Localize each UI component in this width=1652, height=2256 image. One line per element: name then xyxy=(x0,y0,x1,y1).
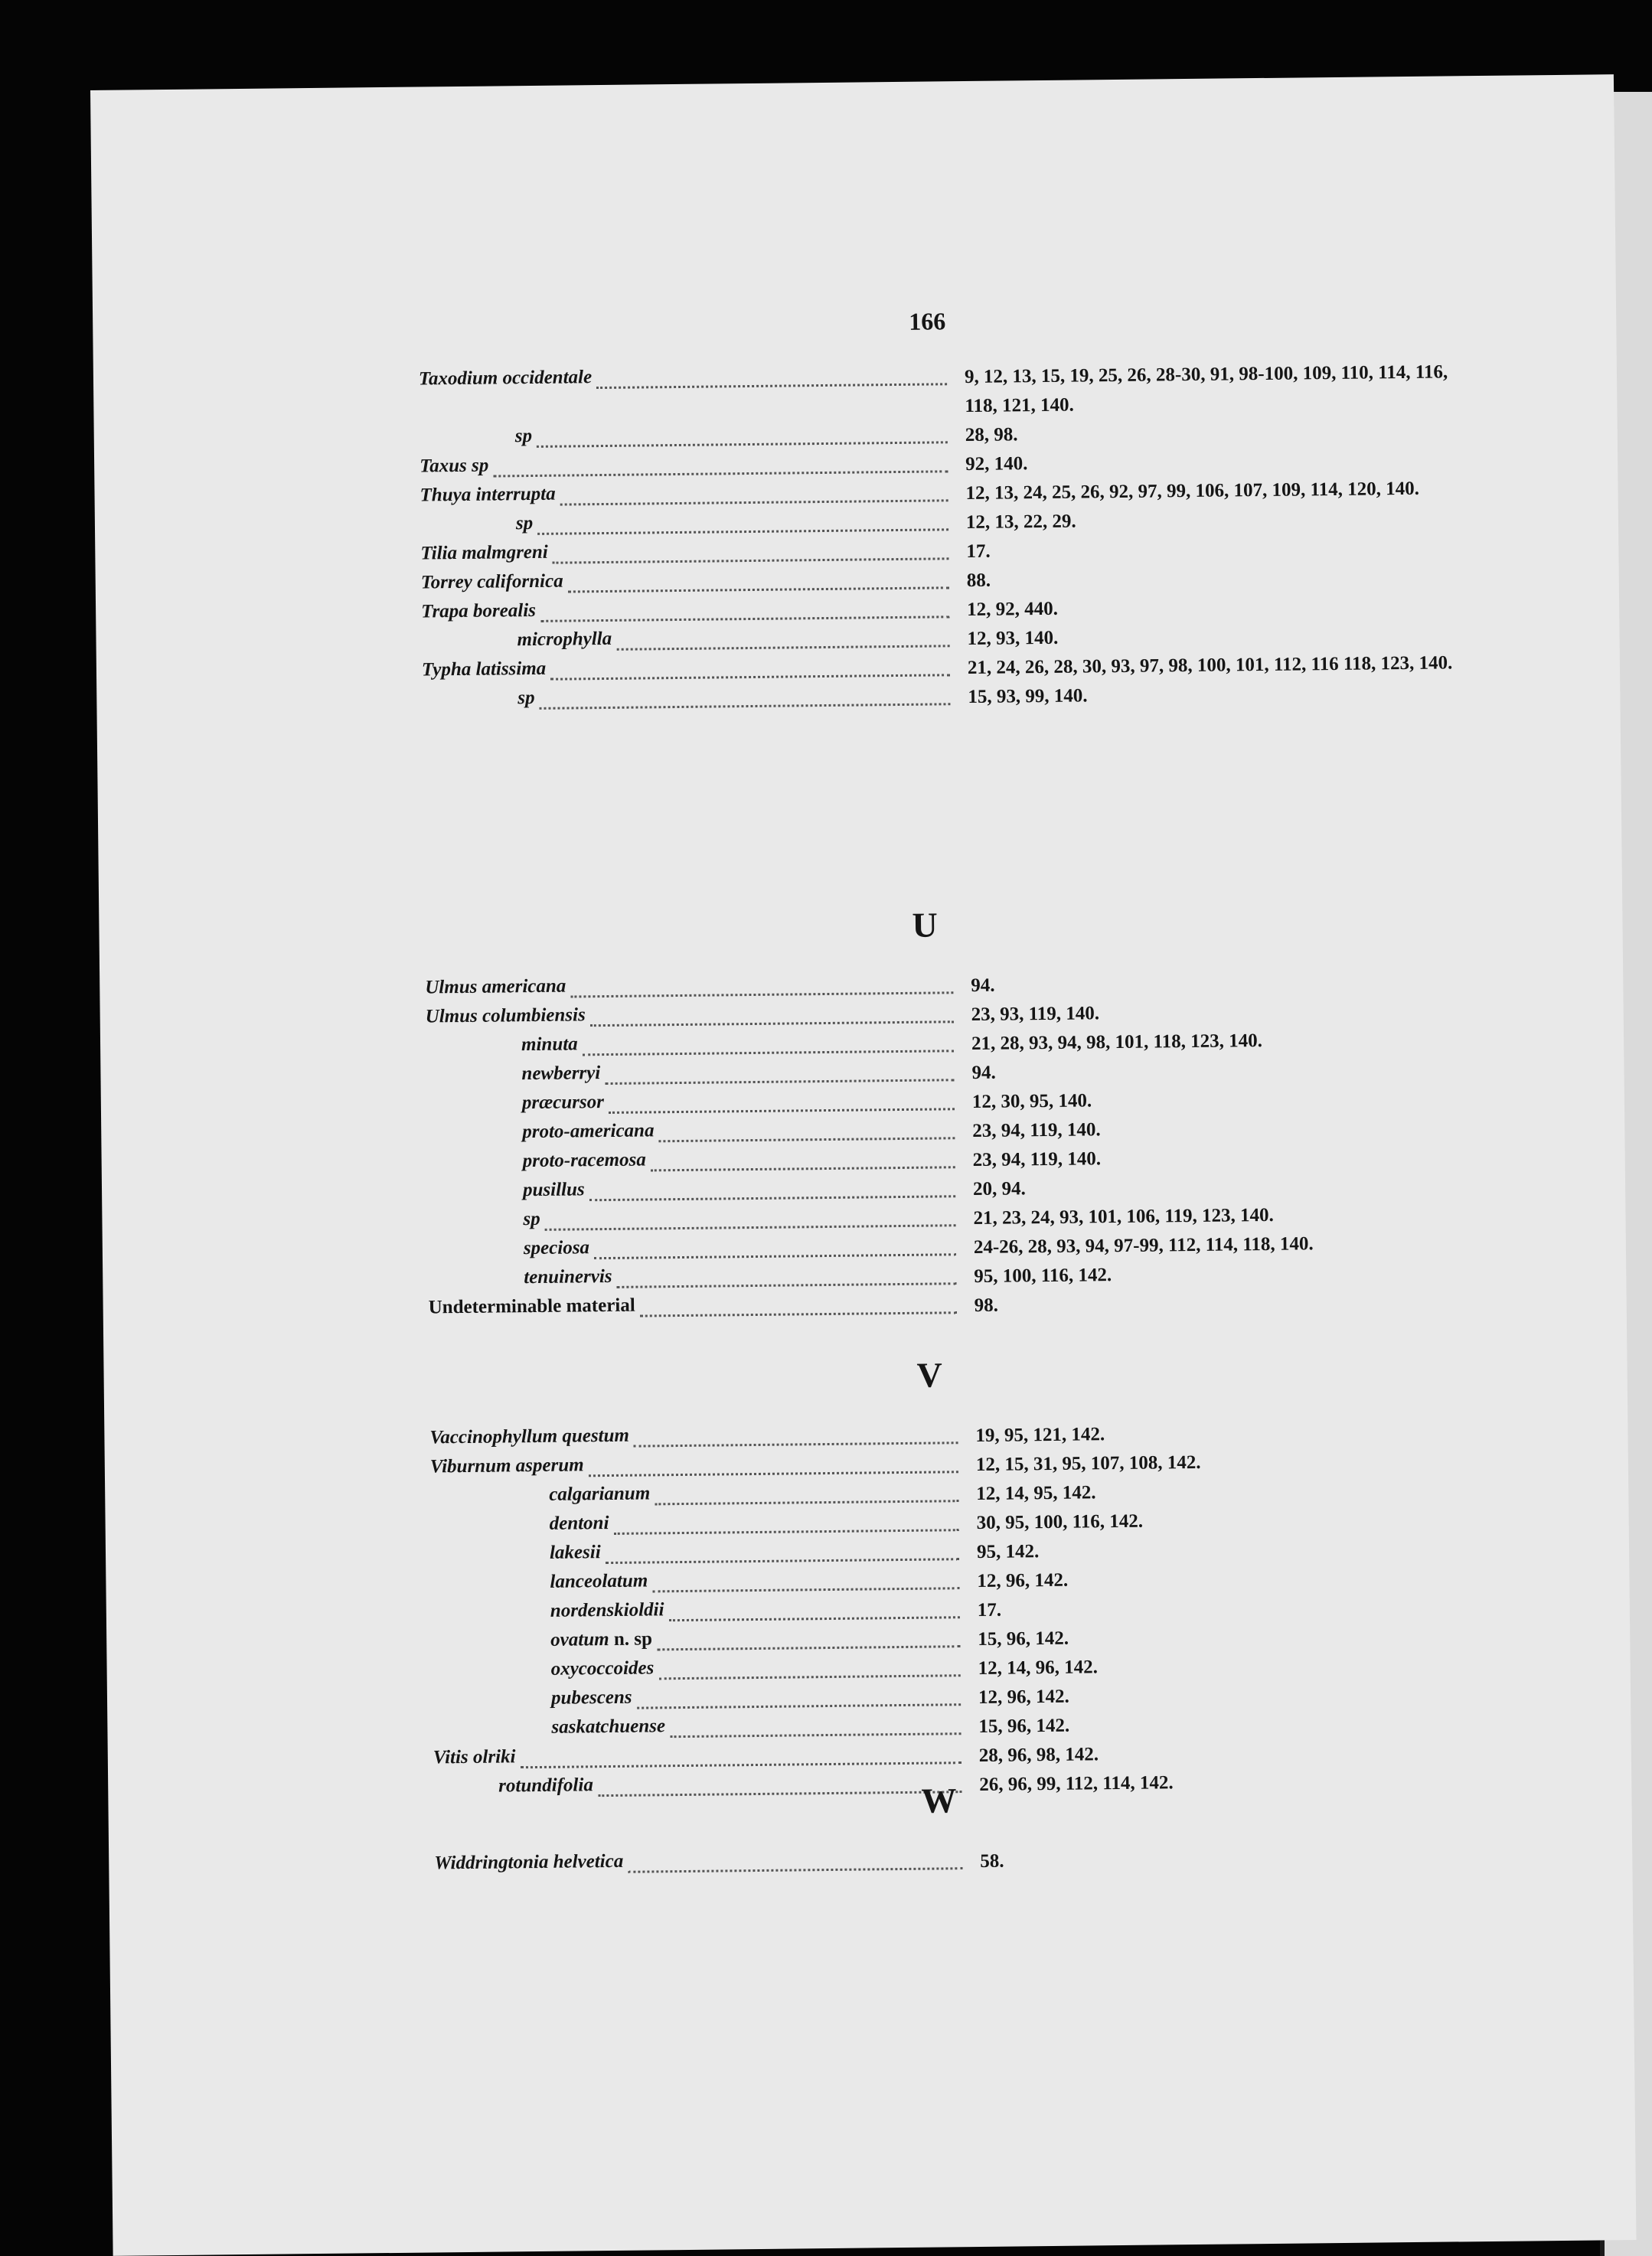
entry-name xyxy=(523,1149,646,1172)
dot-leader xyxy=(560,496,948,505)
entry-name xyxy=(425,976,566,999)
dot-leader xyxy=(540,612,949,622)
entry-name xyxy=(429,1295,635,1319)
entry-name xyxy=(420,455,488,478)
dot-leader xyxy=(589,1192,955,1201)
entry-page-refs: 9, 12, 13, 15, 19, 25, 26, 28-30, 91, 98-100, 109, 110, 114, 116, 118, 121, 140. xyxy=(964,361,1448,417)
entry-page-refs: 19, 95, 121, 142. xyxy=(975,1424,1105,1446)
dot-leader xyxy=(657,1642,960,1650)
dot-leader xyxy=(606,1076,955,1085)
dot-leader xyxy=(651,1163,955,1171)
entry-name xyxy=(517,687,535,709)
entry-name-text: Taxodium occidentale xyxy=(418,367,593,390)
entry-name xyxy=(550,1657,654,1680)
entry-page-refs: 30, 95, 100, 116, 142. xyxy=(976,1510,1144,1533)
entry-name xyxy=(515,426,533,447)
index-entry xyxy=(109,1840,1632,1885)
entry-name xyxy=(521,1063,600,1085)
dot-leader xyxy=(658,1134,955,1142)
entry-name xyxy=(550,1542,601,1564)
dot-leader xyxy=(552,554,948,563)
dot-leader xyxy=(570,988,953,997)
entry-page-refs: 20, 94. xyxy=(972,1178,1026,1200)
dot-leader xyxy=(539,700,950,710)
dot-leader xyxy=(606,1555,959,1564)
entry-name-text: calgarianum xyxy=(549,1483,651,1505)
entry-page-refs: 12, 14, 96, 142. xyxy=(978,1657,1099,1679)
entry-page-refs: 12, 93, 140. xyxy=(967,627,1059,650)
dot-leader xyxy=(537,525,948,535)
entry-name-text: saskatchuense xyxy=(551,1716,666,1738)
entry-page-refs: 23, 94, 119, 140. xyxy=(972,1148,1102,1171)
dot-leader xyxy=(583,1046,954,1056)
entry-page-refs: 17. xyxy=(966,540,991,563)
entry-page-refs: 12, 14, 95, 142. xyxy=(976,1482,1096,1504)
entry-name xyxy=(550,1599,664,1622)
dot-leader xyxy=(589,1468,958,1477)
entry-page-refs: 12, 30, 95, 140. xyxy=(971,1090,1092,1113)
entry-name xyxy=(517,628,612,651)
entry-page-refs: 15, 96, 142. xyxy=(978,1628,1069,1650)
entry-name-text: sp xyxy=(517,687,535,709)
dot-leader xyxy=(653,1584,960,1592)
dot-leader xyxy=(598,1787,961,1797)
entry-name-text: pubescens xyxy=(550,1686,632,1709)
entry-page-refs: 12, 13, 22, 29. xyxy=(965,511,1076,534)
dot-leader xyxy=(637,1700,961,1709)
entry-name-text: pusillus xyxy=(522,1179,585,1201)
entry-name-text: Vaccinophyllum questum xyxy=(429,1425,630,1448)
entry-name-text: Viburnum asperum xyxy=(429,1454,584,1477)
entry-page-refs: 23, 93, 119, 140. xyxy=(971,1003,1100,1026)
entry-name xyxy=(419,367,592,390)
dot-leader xyxy=(634,1438,958,1447)
entry-page-refs: 21, 28, 93, 94, 98, 101, 118, 123, 140. xyxy=(971,1030,1263,1055)
entry-page-refs: 98. xyxy=(974,1295,999,1316)
entry-name-text: Undeterminable material xyxy=(428,1295,635,1318)
entry-name xyxy=(498,1774,593,1797)
entry-name-text: minuta xyxy=(521,1033,578,1056)
entry-name xyxy=(421,571,563,594)
dot-leader xyxy=(628,1864,962,1873)
entry-name-text: Taxus sp xyxy=(420,455,489,477)
entry-page-refs: 21, 23, 24, 93, 101, 106, 119, 123, 140. xyxy=(973,1204,1274,1229)
section-letter: U xyxy=(912,905,938,945)
dot-leader xyxy=(545,1221,956,1231)
entry-name-text: Trapa borealis xyxy=(421,599,537,622)
entry-page-refs: 88. xyxy=(966,570,991,592)
dot-leader xyxy=(590,1017,954,1027)
entry-page-refs: 15, 93, 99, 140. xyxy=(968,685,1088,708)
entry-name xyxy=(433,1746,516,1768)
entry-name xyxy=(550,1628,652,1650)
entry-name xyxy=(422,658,547,681)
entry-name-text: rotundifolia xyxy=(498,1774,594,1797)
entry-name xyxy=(522,1092,604,1114)
index-page xyxy=(90,74,1637,2256)
entry-name xyxy=(430,1454,584,1477)
entry-page-refs: 12, 15, 31, 95, 107, 108, 142. xyxy=(975,1451,1201,1475)
entry-name xyxy=(516,513,534,534)
entry-name-text: Thuya interrupta xyxy=(420,483,556,506)
dot-leader xyxy=(493,467,948,477)
entry-name xyxy=(551,1687,632,1709)
dot-leader xyxy=(616,1279,956,1288)
section-letter: V xyxy=(916,1355,943,1395)
entry-name-text: tenuinervis xyxy=(524,1265,612,1288)
entry-page-refs: 94. xyxy=(971,975,995,997)
entry-page-refs: 15, 96, 142. xyxy=(978,1715,1070,1737)
entry-name-text: sp xyxy=(514,425,533,447)
dot-leader xyxy=(640,1308,957,1317)
entry-name-text: lakesii xyxy=(549,1542,601,1563)
entry-name-text: nordenskioldii xyxy=(550,1599,664,1621)
section-letter: W xyxy=(921,1781,957,1820)
dot-leader xyxy=(669,1613,960,1621)
entry-name-text: ovatum xyxy=(550,1629,609,1650)
entry-page-refs: 58. xyxy=(980,1850,1004,1872)
entry-name-text: dentoni xyxy=(549,1513,609,1534)
entry-page-refs: 17. xyxy=(977,1599,1002,1621)
entry-name-text: proto-americana xyxy=(522,1120,655,1143)
entry-name xyxy=(434,1851,623,1875)
entry-name-text: newberryi xyxy=(521,1063,601,1085)
dot-leader xyxy=(609,1105,955,1114)
entry-name xyxy=(522,1120,655,1143)
entry-name xyxy=(550,1570,648,1592)
entry-name xyxy=(420,484,555,507)
entry-name-text: sp xyxy=(523,1208,540,1230)
entry-page-refs: 26, 96, 99, 112, 114, 142. xyxy=(979,1772,1174,1795)
entry-page-refs: 92, 140. xyxy=(965,453,1028,475)
entry-name xyxy=(429,1425,629,1449)
dot-leader xyxy=(596,380,947,389)
entry-name-text: sp xyxy=(515,512,534,534)
dot-leader xyxy=(594,1250,956,1259)
entry-page-refs: 12, 96, 142. xyxy=(977,1569,1069,1592)
dot-leader xyxy=(521,1758,961,1768)
entry-page-refs: 95, 142. xyxy=(976,1541,1040,1562)
dot-leader xyxy=(537,438,948,448)
entry-name xyxy=(426,1004,586,1027)
dot-leader xyxy=(671,1729,961,1738)
entry-name-text: lanceolatum xyxy=(550,1570,648,1592)
entry-name-text: Typha latissima xyxy=(421,658,547,681)
entry-name xyxy=(549,1483,650,1505)
entry-name-text: Ulmus columbiensis xyxy=(425,1004,586,1027)
dot-leader xyxy=(614,1526,959,1535)
entry-name-text: præcursor xyxy=(521,1092,605,1114)
entry-page-refs: 12, 13, 24, 25, 26, 92, 97, 99, 106, 107, 109, 114, 120, 140. xyxy=(965,478,1420,504)
entry-name-text: oxycoccoides xyxy=(550,1657,655,1680)
dot-leader xyxy=(568,583,949,593)
entry-page-refs: 94. xyxy=(971,1062,996,1084)
entry-name-qualifier: n. sp xyxy=(609,1628,653,1650)
entry-name-text: Vitis olriki xyxy=(433,1746,516,1768)
entry-name-text: Widdringtonia helvetica xyxy=(434,1850,624,1874)
dot-leader xyxy=(655,1497,958,1505)
entry-name xyxy=(524,1266,612,1288)
entry-name xyxy=(421,600,536,623)
entry-name-text: proto-racemosa xyxy=(522,1149,646,1172)
entry-page-refs: 23, 94, 119, 140. xyxy=(972,1119,1101,1142)
entry-name xyxy=(523,1209,540,1230)
page-number: 166 xyxy=(909,307,946,335)
entry-name xyxy=(549,1513,609,1535)
entry-page-refs: 12, 96, 142. xyxy=(978,1686,1069,1708)
entry-page-refs: 28, 98. xyxy=(965,424,1018,446)
entry-page-refs: 12, 92, 440. xyxy=(967,598,1059,621)
entry-name-text: microphylla xyxy=(517,628,612,651)
entry-page-refs: 21, 24, 26, 28, 30, 93, 97, 98, 100, 101, 112, 116 118, 123, 140. xyxy=(967,652,1453,679)
entry-name xyxy=(523,1179,585,1201)
entry-page-refs: 95, 100, 116, 142. xyxy=(974,1265,1112,1287)
entry-name-text: Ulmus americana xyxy=(425,975,566,998)
entry-name-text: Torrey californica xyxy=(420,570,563,593)
entry-name xyxy=(420,542,548,565)
dot-leader xyxy=(617,642,950,651)
entry-name-text: Tilia malmgreni xyxy=(420,541,548,564)
entry-name xyxy=(524,1237,589,1259)
entry-name-text: speciosa xyxy=(523,1237,590,1259)
entry-page-refs: 24-26, 28, 93, 94, 97-99, 112, 114, 118, 140. xyxy=(973,1233,1314,1258)
dot-leader xyxy=(550,671,950,680)
index-entry xyxy=(93,356,1617,417)
entry-name xyxy=(551,1716,665,1739)
entry-name xyxy=(521,1033,578,1056)
entry-page-refs: 28, 96, 98, 142. xyxy=(978,1744,1099,1766)
dot-leader xyxy=(659,1671,961,1680)
